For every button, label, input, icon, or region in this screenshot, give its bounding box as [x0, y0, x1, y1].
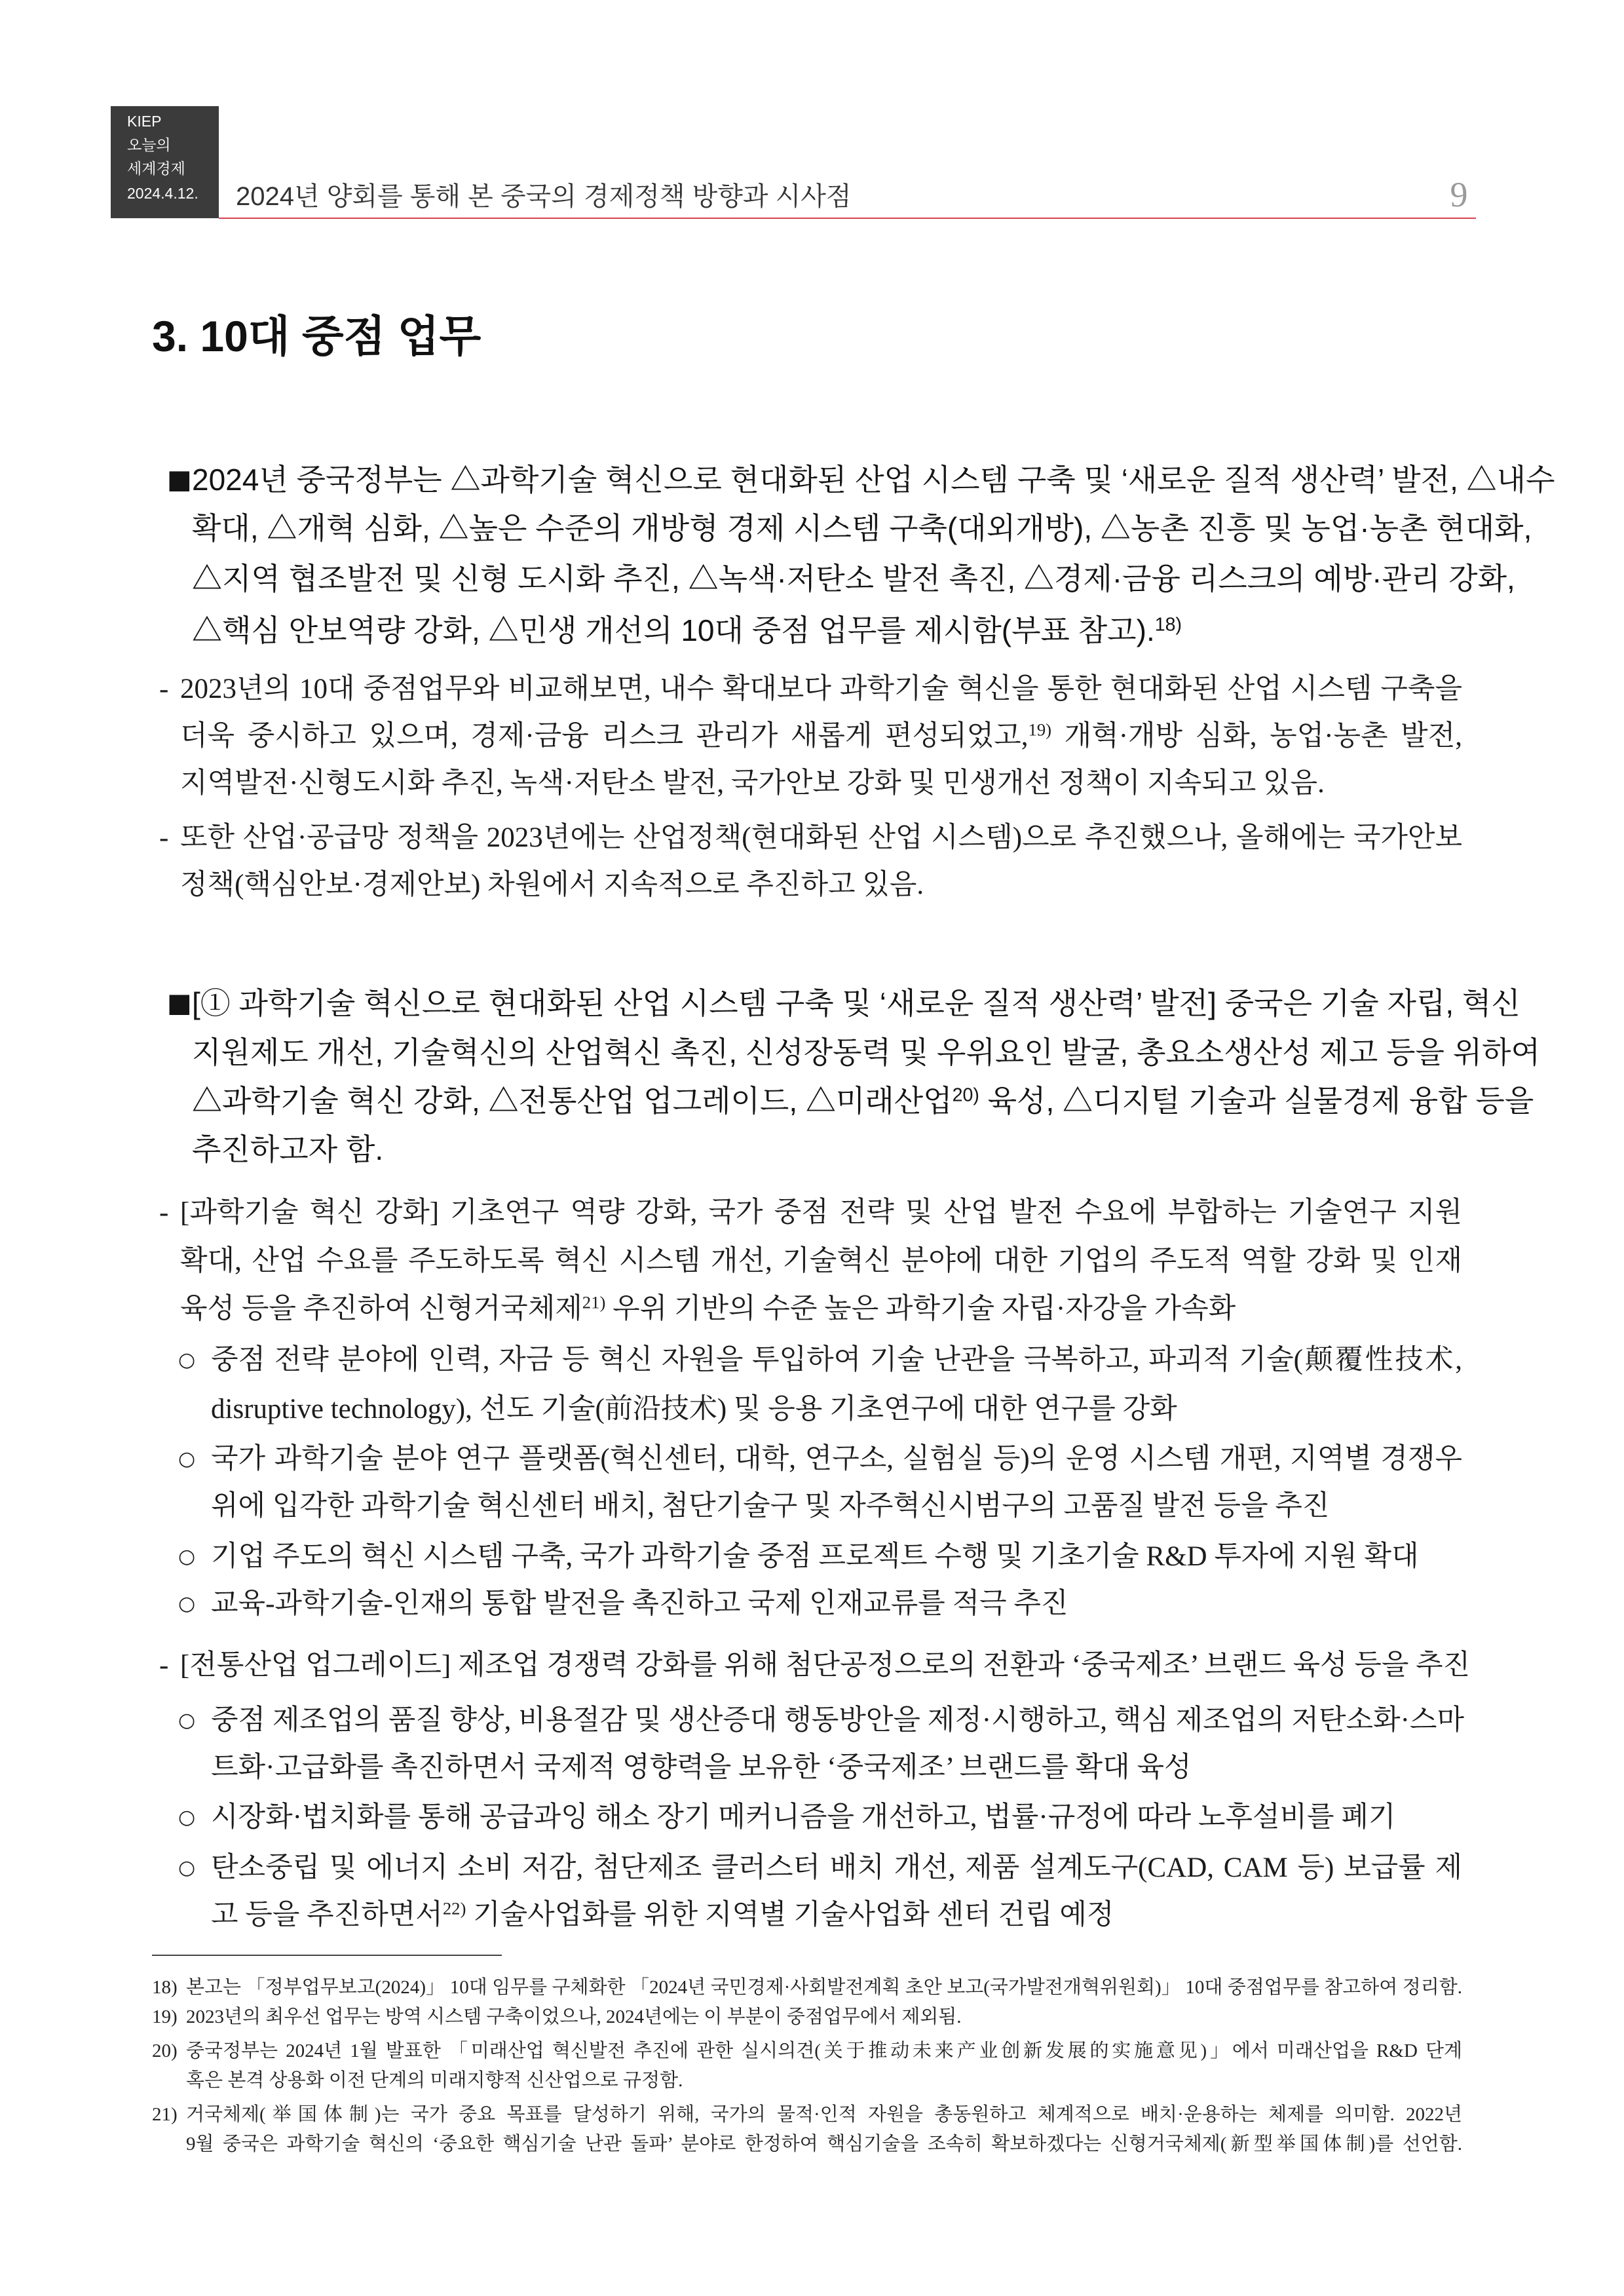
paragraph-1-line: △지역 협조발전 및 신형 도시화 추진, △녹색·저탄소 발전 촉진, △경제·금융 리스크의 예방·관리 강화, [192, 562, 1515, 596]
dash-bullet-icon: - [159, 1197, 169, 1228]
footnote-line: 거국체제(举国体制)는 국가 중요 목표를 달성하기 위해, 국가의 물적·인적 자원을 총동원하고 체계적으로 배치·운용하는 체제를 의미함. 2022년 [186, 2104, 1462, 2125]
running-header-title: 2024년 양회를 통해 본 중국의 경제정책 방향과 시사점 [236, 182, 852, 211]
circle-item-2-line: 위에 입각한 과학기술 혁신센터 배치, 첨단기술구 및 자주혁신시범구의 고품질 발전 등을 추진 [211, 1491, 1330, 1521]
paragraph-1-line: 2024년 중국정부는 △과학기술 혁신으로 현대화된 산업 시스템 구축 및 ‘새로운 질적 생산력’ 발전, △내수 [192, 463, 1555, 497]
circle-item-3-line: 기업 주도의 혁신 시스템 구축, 국가 과학기술 중점 프로젝트 수행 및 기초기술 R&D 투자에 지원 확대 [211, 1541, 1419, 1572]
footnote-line: 9월 중국은 과학기술 혁신의 ‘중요한 핵심기술 난관 돌파’ 분야로 한정하여 핵심기술을 조속히 확보하겠다는 신형거국체제(新型举国体制)를 선언함. [186, 2133, 1462, 2154]
circle-bullet-icon: ○ [178, 1856, 196, 1879]
badge-org: KIEP [127, 113, 162, 130]
dash-bullet-icon: - [159, 822, 169, 853]
badge-line-1: 오늘의 [127, 136, 171, 153]
footnote-number: 19) [152, 2006, 178, 2027]
circle-bullet-icon: ○ [178, 1349, 196, 1371]
footnote-ref: 22) [442, 1898, 466, 1919]
badge-date: 2024.4.12. [127, 185, 198, 202]
paragraph-2-line: [① 과학기술 혁신으로 현대화된 산업 시스템 구축 및 ‘새로운 질적 생산력’ 발전] 중국은 기술 자립, 혁신 [192, 986, 1520, 1020]
dash-item-1-line: 2023년의 10대 중점업무와 비교해보면, 내수 확대보다 과학기술 혁신을 통한 현대화된 산업 시스템 구축을 [180, 674, 1462, 704]
badge-line-2: 세계경제 [127, 160, 185, 177]
dash-item-1-line [180, 715, 1462, 758]
circle-item-7-line: 탄소중립 및 에너지 소비 저감, 첨단제조 클러스터 배치 개선, 제품 설계도구(CAD, CAM 등) 보급률 제 [211, 1852, 1462, 1883]
line-text: 더욱 중시하고 있으며, 경제·금융 리스크 관리가 새롭게 편성되었고, [180, 721, 1029, 752]
section-title: 3. 10대 중점 업무 [152, 312, 482, 360]
dash-item-3-line [180, 1288, 1462, 1331]
footnote-separator [152, 1955, 502, 1956]
circle-bullet-icon: ○ [178, 1806, 196, 1829]
circle-bullet-icon: ○ [178, 1592, 196, 1615]
paragraph-2-line [192, 1078, 1534, 1124]
line-text: 육성, △디지털 기술과 실물경제 융합 등을 [979, 1084, 1534, 1118]
dash-bullet-icon: - [159, 674, 169, 704]
paragraph-1-line: 확대, △개혁 심화, △높은 수준의 개방형 경제 시스템 구축(대외개방), △농촌 진흥 및 농업·농촌 현대화, [192, 511, 1532, 545]
circle-bullet-icon: ○ [178, 1709, 196, 1732]
line-text: 육성 등을 추진하여 신형거국체제 [180, 1293, 582, 1324]
footnote-number: 21) [152, 2104, 178, 2125]
footnote-line: 혹은 본격 상용화 이전 단계의 미래지향적 신산업으로 규정함. [186, 2070, 683, 2091]
publication-badge [111, 106, 219, 218]
footnote-ref: 19) [1028, 719, 1052, 740]
circle-bullet-icon: ○ [178, 1545, 196, 1568]
line-text: △핵심 안보역량 강화, △민생 개선의 10대 중점 업무를 제시함(부표 참고). [192, 613, 1155, 647]
footnote-line: 본고는 「정부업무보고(2024)」 10대 임무를 구체화한 「2024년 국민경제·사회발전계획 초안 보고(국가발전개혁위원회)」 10대 중점업무를 참고하여 정리함. [186, 1977, 1462, 1998]
line-text: 우위 기반의 수준 높은 과학기술 자립·자강을 가속화 [605, 1293, 1236, 1324]
square-bullet-icon: ■ [167, 465, 192, 495]
footnote-number: 18) [152, 1977, 178, 1998]
circle-item-2-line: 국가 과학기술 분야 연구 플랫폼(혁신센터, 대학, 연구소, 실험실 등)의 운영 시스템 개편, 지역별 경쟁우 [211, 1444, 1462, 1474]
circle-item-6-line: 시장화·법치화를 통해 공급과잉 해소 장기 메커니즘을 개선하고, 법률·규정에 따라 노후설비를 폐기 [211, 1802, 1396, 1833]
dash-item-4-line: [전통산업 업그레이드] 제조업 경쟁력 강화를 위해 첨단공정으로의 전환과 ‘중국제조’ 브랜드 육성 등을 추진 [180, 1650, 1471, 1681]
dash-item-3-line: 확대, 산업 수요를 주도하도록 혁신 시스템 개선, 기술혁신 분야에 대한 기업의 주도적 역할 강화 및 인재 [180, 1246, 1462, 1276]
footnote-ref: 18) [1154, 614, 1182, 636]
square-bullet-icon: ■ [167, 988, 192, 1018]
footnote-line: 중국정부는 2024년 1월 발표한 「미래산업 혁신발전 추진에 관한 실시의견(关于推动未来产业创新发展的实施意见)」에서 미래산업을 R&D 단계 [186, 2040, 1462, 2061]
dash-item-1-line: 지역발전·신형도시화 추진, 녹색·저탄소 발전, 국가안보 강화 및 민생개선 정책이 지속되고 있음. [180, 768, 1325, 799]
dash-item-2-line: 또한 산업·공급망 정책을 2023년에는 산업정책(현대화된 산업 시스템)으로 추진했으나, 올해에는 국가안보 [180, 822, 1462, 853]
line-text: 고 등을 추진하면서 [211, 1900, 443, 1930]
page-number: 9 [1450, 175, 1468, 214]
circle-item-4-line: 교육-과학기술-인재의 통합 발전을 촉진하고 국제 인재교류를 적극 추진 [211, 1588, 1068, 1619]
circle-item-1-line: 중점 전략 분야에 인력, 자금 등 혁신 자원을 투입하여 기술 난관을 극복하고, 파괴적 기술(颠覆性技术, [211, 1345, 1462, 1375]
line-text: △과학기술 혁신 강화, △전통산업 업그레이드, △미래산업 [192, 1084, 953, 1118]
dash-item-2-line: 정책(핵심안보·경제안보) 차원에서 지속적으로 추진하고 있음. [180, 870, 924, 900]
footnote-number: 20) [152, 2040, 178, 2061]
line-text: 개혁·개방 심화, 농업·농촌 발전, [1051, 721, 1462, 752]
circle-item-1-line: disruptive technology), 선도 기술(前沿技术) 및 응용 기초연구에 대한 연구를 강화 [211, 1394, 1177, 1425]
line-text: 기술사업화를 위한 지역별 기술사업화 센터 건립 예정 [466, 1900, 1114, 1930]
circle-item-7-line [211, 1894, 1462, 1937]
paragraph-1-line [192, 607, 1462, 653]
header-rule [219, 218, 1476, 219]
paragraph-2-line: 추진하고자 함. [192, 1132, 384, 1166]
footnote-ref: 21) [582, 1292, 606, 1312]
circle-item-5-line: 중점 제조업의 품질 향상, 비용절감 및 생산증대 행동방안을 제정·시행하고, 핵심 제조업의 저탄소화·스마 [211, 1705, 1464, 1736]
dash-bullet-icon: - [159, 1650, 169, 1681]
footnote-ref: 20) [952, 1084, 979, 1106]
circle-bullet-icon: ○ [178, 1447, 196, 1470]
dash-item-3-line: [과학기술 혁신 강화] 기초연구 역량 강화, 국가 중점 전략 및 산업 발전 수요에 부합하는 기술연구 지원 [180, 1197, 1462, 1228]
circle-item-5-line: 트화·고급화를 촉진하면서 국제적 영향력을 보유한 ‘중국제조’ 브랜드를 확대 육성 [211, 1752, 1192, 1783]
paragraph-2-line: 지원제도 개선, 기술혁신의 산업혁신 촉진, 신성장동력 및 우위요인 발굴, 총요소생산성 제고 등을 위하여 [192, 1035, 1541, 1069]
footnote-line: 2023년의 최우선 업무는 방역 시스템 구축이었으나, 2024년에는 이 부분이 중점업무에서 제외됨. [186, 2006, 962, 2027]
